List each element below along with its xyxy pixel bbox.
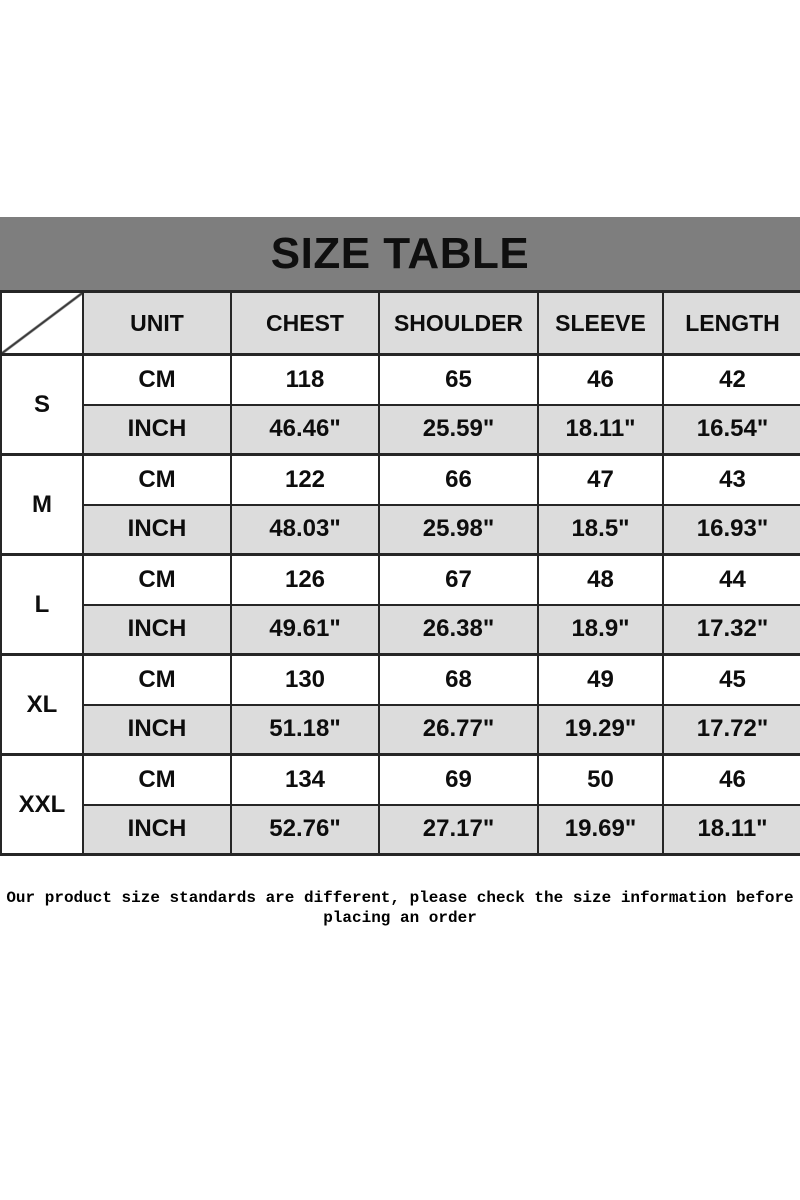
unit-label: INCH [83,705,231,755]
value-cell: 18.9" [538,605,663,655]
value-cell: 17.72" [663,705,800,755]
value-cell: 134 [231,755,379,805]
value-cell: 18.11" [663,805,800,855]
value-cell: 122 [231,455,379,505]
value-cell: 49.61" [231,605,379,655]
table-row [1,405,800,455]
size-label: XL [1,655,83,755]
value-cell: 45 [663,655,800,705]
value-cell: 48 [538,555,663,605]
size-disclaimer-note [0,888,800,928]
value-cell: 44 [663,555,800,605]
unit-label: INCH [83,505,231,555]
value-cell: 46.46" [231,405,379,455]
value-cell: 69 [379,755,538,805]
size-table-banner [0,217,800,290]
value-cell: 52.76" [231,805,379,855]
table-row [1,355,800,405]
size-label: L [1,555,83,655]
corner-cell [1,292,83,355]
note-line-2: placing an order [323,909,477,927]
value-cell: 46 [538,355,663,405]
value-cell: 25.59" [379,405,538,455]
value-cell: 65 [379,355,538,405]
size-table [0,290,800,856]
table-row [1,455,800,505]
value-cell: 18.11" [538,405,663,455]
table-row [1,555,800,605]
value-cell: 43 [663,455,800,505]
value-cell: 16.54" [663,405,800,455]
table-row [1,655,800,705]
value-cell: 18.5" [538,505,663,555]
value-cell: 118 [231,355,379,405]
unit-label: CM [83,455,231,505]
value-cell: 51.18" [231,705,379,755]
value-cell: 67 [379,555,538,605]
table-row [1,605,800,655]
value-cell: 42 [663,355,800,405]
value-cell: 16.93" [663,505,800,555]
column-header-chest: CHEST [231,292,379,355]
value-cell: 126 [231,555,379,605]
value-cell: 25.98" [379,505,538,555]
size-table-title: SIZE TABLE [270,228,530,278]
value-cell: 19.29" [538,705,663,755]
value-cell: 17.32" [663,605,800,655]
value-cell: 66 [379,455,538,505]
unit-label: INCH [83,805,231,855]
unit-label: CM [83,355,231,405]
column-header-shoulder: SHOULDER [379,292,538,355]
diagonal-line [2,293,82,353]
value-cell: 27.17" [379,805,538,855]
value-cell: 46 [663,755,800,805]
value-cell: 26.77" [379,705,538,755]
header-row [1,292,800,355]
note-line-1: Our product size standards are different, please check the size information before [6,889,794,907]
value-cell: 49 [538,655,663,705]
column-header-sleeve: SLEEVE [538,292,663,355]
value-cell: 19.69" [538,805,663,855]
value-cell: 130 [231,655,379,705]
table-row [1,505,800,555]
table-row [1,705,800,755]
table-row [1,805,800,855]
unit-label: INCH [83,405,231,455]
value-cell: 48.03" [231,505,379,555]
unit-label: INCH [83,605,231,655]
column-header-unit: UNIT [83,292,231,355]
size-label: M [1,455,83,555]
unit-label: CM [83,555,231,605]
table-row [1,755,800,805]
value-cell: 26.38" [379,605,538,655]
value-cell: 68 [379,655,538,705]
value-cell: 50 [538,755,663,805]
size-label: S [1,355,83,455]
size-label: XXL [1,755,83,855]
column-header-length: LENGTH [663,292,800,355]
unit-label: CM [83,655,231,705]
unit-label: CM [83,755,231,805]
value-cell: 47 [538,455,663,505]
